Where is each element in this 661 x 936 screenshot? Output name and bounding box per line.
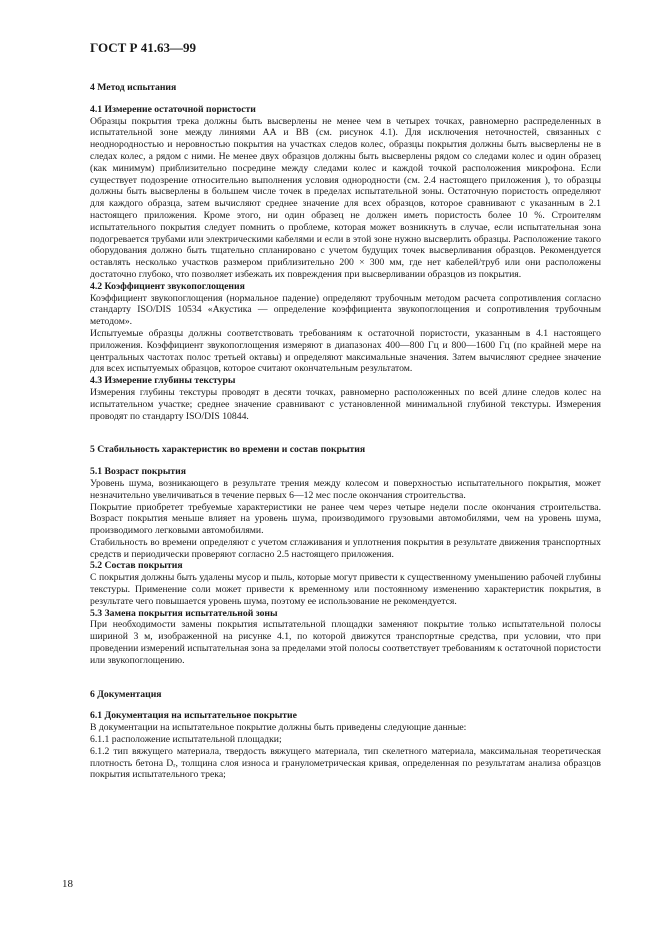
section-6	[90, 689, 601, 782]
paragraph: Покрытие приобретет требуемые характеристики не ранее чем через четыре недели после окончания строительства. Возраст покрытия меньше влияет на уровень шума, производимого грузовыми автомобилями, чем на уровень шума, производимого легковыми автомобилями.	[90, 501, 601, 537]
paragraph: 6.1.2 тип вяжущего материала, твердость вяжущего материала, тип скелетного материала, максимальная теоретическая плотность бетона Dᵣ, толщина слоя износа и гранулометрическая кривая, определенная по результатам анализа образцов покрытия испытательного трека;	[90, 745, 601, 781]
subsection-5-1-title: 5.1 Возраст покрытия	[90, 466, 186, 478]
subsection-5-2-title: 5.2 Состав покрытия	[90, 560, 183, 572]
page-number: 18	[62, 878, 73, 890]
section-5-title: 5 Стабильность характеристик во времени и состав покрытия	[90, 444, 366, 456]
paragraph: При необходимости замены покрытия испытательной площадки заменяют покрытие только испытательной полосы шириной 3 м, изображенной на рисунке 4.1, по которой движутся транспортные средства, при условии, что при проведении измерений испытательная зона за пределами этой полосы соответствует требованиям к остаточной пористости или звукопоглощению.	[90, 619, 601, 666]
subsection-6-1-title: 6.1 Документация на испытательное покрытие	[90, 710, 297, 722]
document-id: ГОСТ Р 41.63—99	[90, 40, 196, 55]
paragraph: Испытуемые образцы должны соответствовать требованиям к остаточной пористости, указанным в 4.1 настоящего приложения. Коэффициент звукопоглощения измеряют в диапазонах 400—800 Гц и 800—1600 Гц (по крайней мере на центральных частотах полос третьей октавы) и определяют максимальные значения. Затем вычисляют среднее значение для всех испытуемых образцов, которое считают окончательным результатом.	[90, 327, 601, 375]
paragraph: Коэффициент звукопоглощения (нормальное падение) определяют трубочным методом расчета сопротивления согласно стандарту ISO/DIS 10534 «Акустика — определение коэффициента звукопоглощения и сопротивления трубочным методом».	[90, 292, 601, 328]
section-5	[90, 444, 601, 666]
section-6-title: 6 Документация	[90, 688, 162, 700]
paragraph: В документации на испытательное покрытие должны быть приведены следующие данные:	[90, 722, 467, 734]
section-4-title: 4 Метод испытания	[90, 82, 177, 93]
paragraph: С покрытия должны быть удалены мусор и пыль, которые могут привести к существенному уменьшению рабочей глубины текстуры. Применение соли может привести к временному или постоянному изменению характеристик покрытия, в результате чего повышается уровень шума, поэтому ее использование не рекомендуется.	[90, 572, 601, 607]
subsection-4-1-title: 4.1 Измерение остаточной пористости	[90, 103, 256, 115]
subsection-4-3-title: 4.3 Измерение глубины текстуры	[90, 375, 236, 387]
paragraph: 6.1.1 расположение испытательной площадки;	[90, 734, 282, 746]
paragraph: Образцы покрытия трека должны быть высверлены не менее чем в четырех точках, равномерно распределенных в испытательной зоне между линиями AA и BB (см. рисунок 4.1). Для исключения неточностей, связанных с неоднородностью и неровностью покрытия на участках следов колес, образцы покрытия должны быть высверлены не в следах колес, а рядом с ними. Не менее двух образцов должны быть высверлены рядом со следами колес и один образец (как минимум) приблизительно посредине между следами колес и каждой точкой расположения микрофона. Если существует подозрение относительно выполнения условия однородности (см. 2.4 настоящего приложения ), то образцы должны быть высверлены в большем числе точек в пределах испытательной зоны. Остаточную пористость определяют для каждого образца, затем вычисляют среднее значение для всех образцов, которое сравнивают с указанным в 2.1 настоящего приложения. Кроме этого, ни один образец не должен иметь пористость более 10 %. Строителям испытательного покрытия следует помнить о проблеме, которая может возникнуть в случае, если испытательная зона подогревается трубами или электрическими кабелями и если в этой зоне нужно высверлить образцы. Расположение такого оборудования должно быть тщательно спланировано с учетом будущих точек высверливания образцов. Рекомендуется оставлять несколько участков размером приблизительно 200 × 300 мм, где нет кабелей/труб или они расположены достаточно глубоко, что позволяет избежать их повреждения при высверливании образцов из покрытия.	[90, 115, 601, 280]
paragraph: Уровень шума, возникающего в результате трения между колесом и поверхностью испытательного покрытия, может незначительно увеличиваться в течение первых 6—12 мес после окончания строительства.	[90, 477, 601, 501]
paragraph: Стабильность во времени определяют с учетом сглаживания и уплотнения покрытия в результате движения транспортных средств и периодически проверяют согласно 2.5 настоящего приложения.	[90, 536, 601, 560]
subsection-4-2-title: 4.2 Коэффициент звукопоглощения	[90, 280, 245, 292]
section-4	[90, 82, 601, 422]
subsection-5-3-title: 5.3 Замена покрытия испытательной зоны	[90, 607, 278, 619]
paragraph: Измерения глубины текстуры проводят в десяти точках, равномерно расположенных по всей длине следов колес на испытательном участке; среднее значение сравнивают с установленной минимальной глубиной текстуры. Измерения проводят по стандарту ISO/DIS 10844.	[90, 386, 601, 422]
